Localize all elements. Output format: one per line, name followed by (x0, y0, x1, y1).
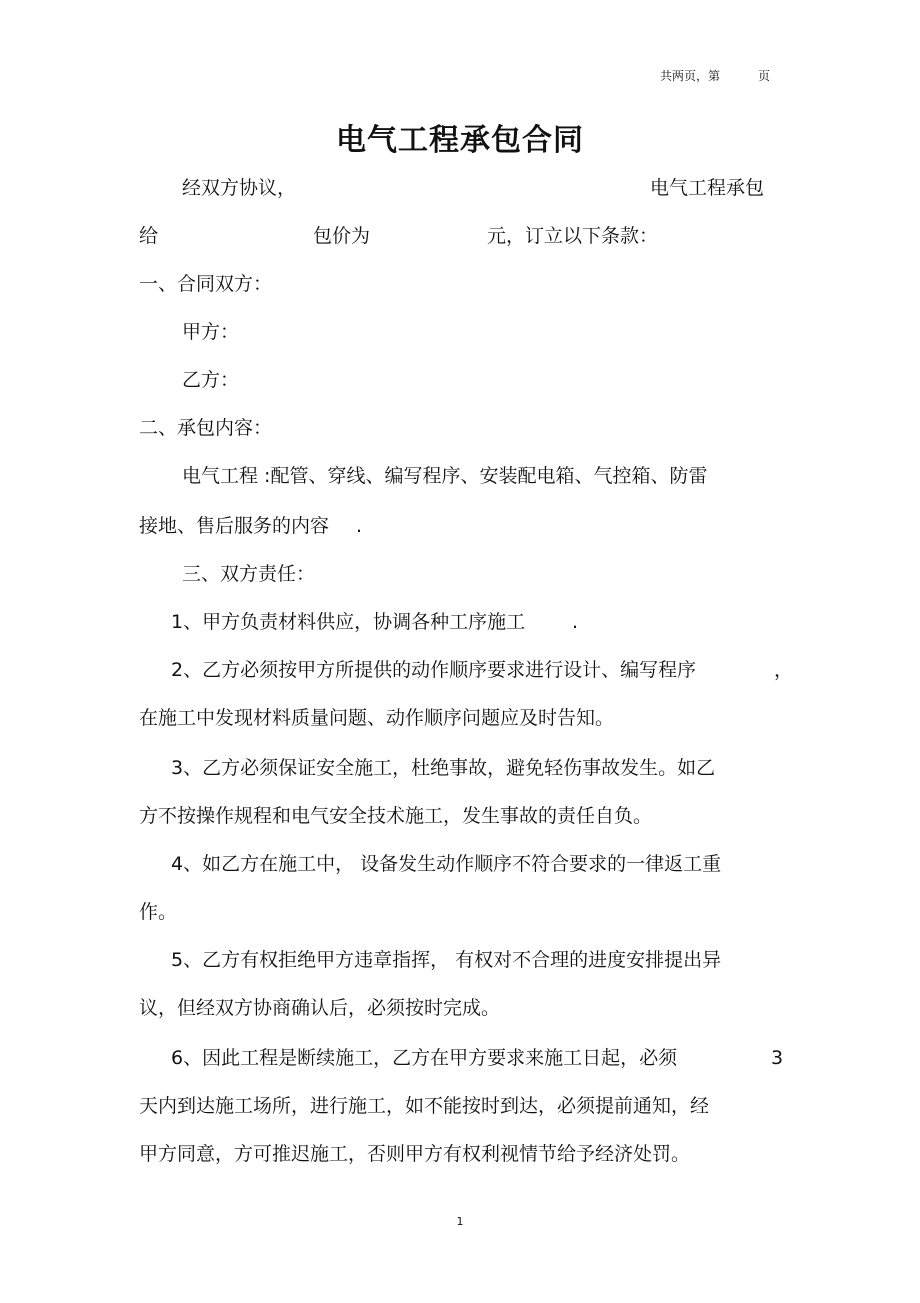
scope-line2: 接地、售后服务的内容 (139, 515, 330, 537)
item3-line2: 方不按操作规程和电气安全技术施工，发生事故的责任自负。 (139, 805, 653, 827)
intro-line2-c: 元，订立以下条款： (487, 225, 659, 247)
page-count-label: 共两页，第 (660, 69, 721, 83)
section1-heading: 一、合同双方： (139, 273, 273, 295)
item2-line1-end: ， (774, 659, 794, 681)
item6-line1: 6、因此工程是断续施工，乙方在甲方要求来施工日起，必须 (171, 1047, 678, 1069)
intro-line2-a: 给 (139, 225, 159, 247)
item4-line1: 4、如乙方在施工中， 设备发生动作顺序不符合要求的一律返工重 (171, 853, 722, 875)
scope-line2-end: . (356, 515, 363, 537)
item1-text: 1、甲方负责材料供应，协调各种工序施工 (171, 611, 526, 633)
section2-heading: 二、承包内容： (139, 417, 273, 439)
page-suffix-label: 页 (758, 69, 771, 83)
party-a-label: 甲方： (182, 321, 240, 343)
item6-line2: 天内到达施工场所，进行施工，如不能按时到达，必须提前通知，经 (139, 1095, 710, 1117)
item2-line1: 2、乙方必须按甲方所提供的动作顺序要求进行设计、编写程序 (171, 659, 697, 681)
intro-line1-left: 经双方协议， (182, 177, 297, 199)
item4-line2: 作。 (139, 901, 178, 923)
intro-line2-b: 包价为 (313, 225, 371, 247)
party-b-label: 乙方： (182, 369, 240, 391)
item3-line1: 3、乙方必须保证安全施工，杜绝事故，避免轻伤事故发生。如乙 (171, 757, 716, 779)
item6-line1-end: 3 (771, 1047, 784, 1069)
document-title: 电气工程承包合同 (336, 123, 584, 158)
item6-line3: 甲方同意，方可推迟施工，否则甲方有权利视情节给予经济处罚。 (139, 1143, 691, 1165)
item1-end: . (572, 611, 579, 633)
section3-heading: 三、双方责任： (182, 563, 316, 585)
scope-line1: 电气工程 :配管、穿线、编写程序、安装配电箱、气控箱、防雷 (182, 465, 708, 487)
item5-line2: 议，但经双方协商确认后，必须按时完成。 (139, 997, 501, 1019)
page-number: 1 (456, 1215, 464, 1228)
item5-line1: 5、乙方有权拒绝甲方违章指挥， 有权对不合理的进度安排提出异 (171, 949, 722, 971)
intro-line1-right: 电气工程承包 (650, 177, 765, 199)
item2-line2: 在施工中发现材料质量问题、动作顺序问题应及时告知。 (139, 707, 615, 729)
